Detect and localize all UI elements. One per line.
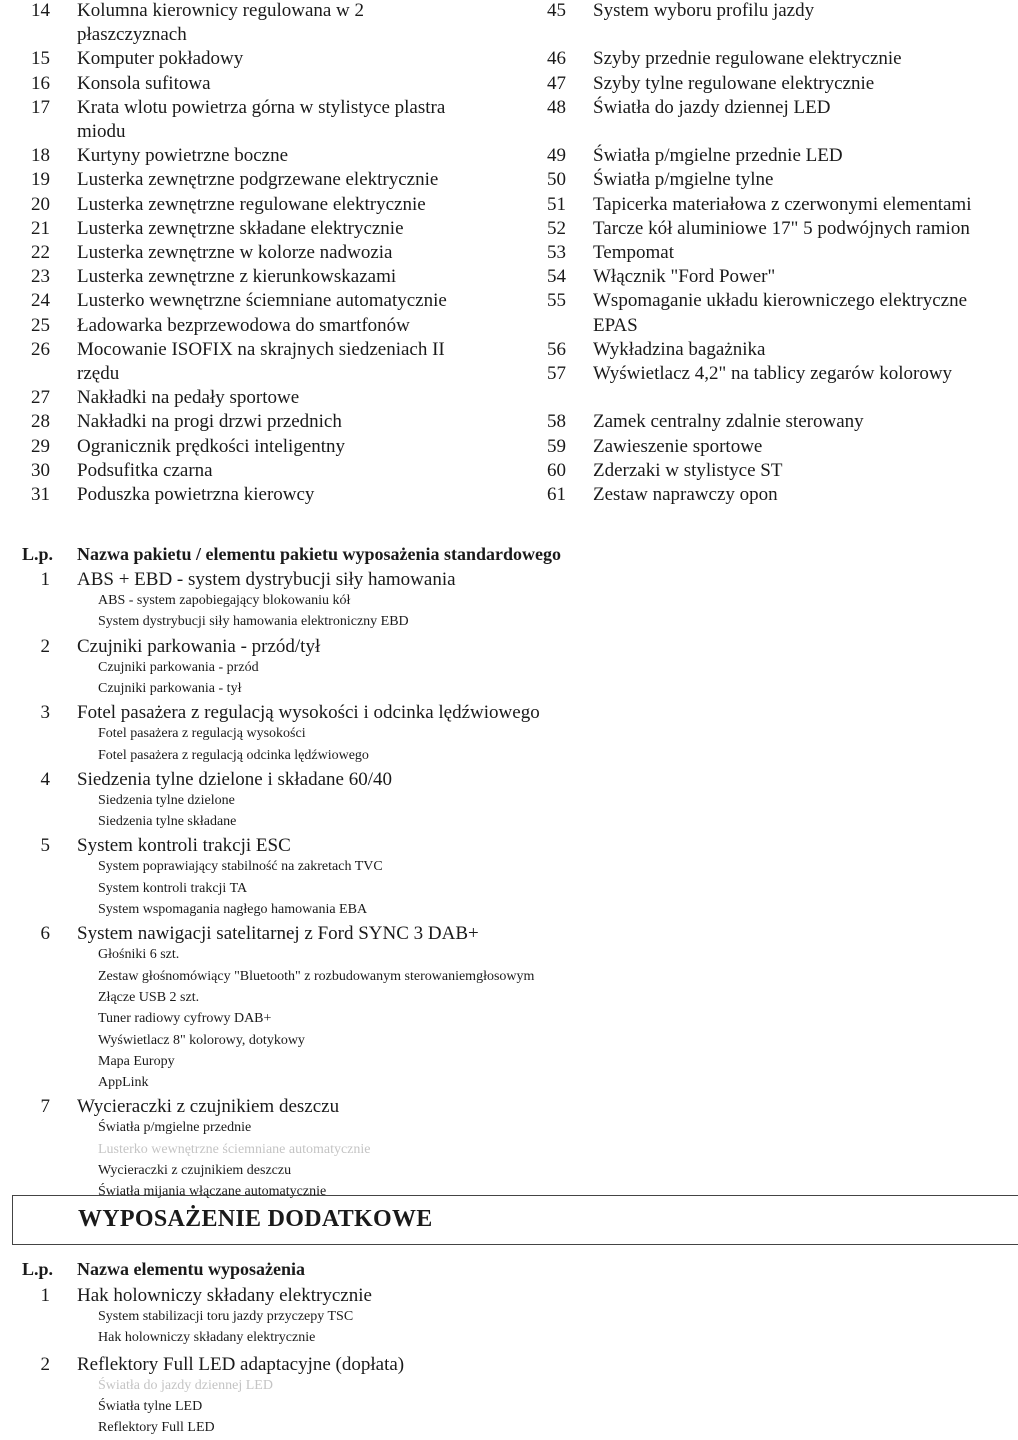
package-subitem: System dystrybucji siły hamowania elektroniczny EBD <box>98 614 409 630</box>
list-item-number: 45 <box>547 0 566 21</box>
list-item-number: 29 <box>31 435 50 457</box>
package-number: 5 <box>40 835 50 857</box>
package-subitem: Czujniki parkowania - przód <box>98 659 259 675</box>
package-subitem: Mapa Europy <box>98 1053 175 1069</box>
list-item-number: 31 <box>31 484 50 505</box>
list-item-text: Szyby przednie regulowane elektrycznie <box>593 48 902 70</box>
package-number: 6 <box>40 923 50 945</box>
list-item-text: Nakładki na progi drzwi przednich <box>77 411 342 433</box>
list-item-text: Kolumna kierownicy regulowana w 2 <box>77 0 365 21</box>
list-item-number: 60 <box>547 459 566 481</box>
package-number: 4 <box>40 768 50 790</box>
option-name: Reflektory Full LED adaptacyjne (dopłata) <box>77 1353 405 1375</box>
list-item-text: System wyboru profilu jazdy <box>593 0 815 21</box>
list-item-text: Nakładki na pedały sportowe <box>77 387 300 409</box>
list-item-number: 49 <box>547 145 566 167</box>
package-subitem: System kontroli trakcji TA <box>98 880 248 896</box>
package-subitem: Wycieraczki z czujnikiem deszczu <box>98 1163 292 1178</box>
list-item-number: 57 <box>547 363 566 384</box>
table-header-lp: L.p. <box>22 1259 54 1279</box>
package-number: 1 <box>40 569 50 590</box>
list-item-number: 56 <box>547 338 566 360</box>
list-item-text: Szyby tylne regulowane elektrycznie <box>593 72 875 94</box>
list-item-text: Poduszka powietrzna kierowcy <box>77 484 315 505</box>
list-item-text: Zestaw naprawczy opon <box>593 484 778 505</box>
list-item-number: 24 <box>31 290 50 312</box>
list-item-number: 28 <box>31 411 50 433</box>
list-item-number: 21 <box>31 217 50 239</box>
package-name: Wycieraczki z czujnikiem deszczu <box>77 1096 340 1118</box>
list-item-text: Włącznik "Ford Power" <box>593 266 776 288</box>
list-item-number: 51 <box>547 193 566 215</box>
list-item-number: 48 <box>547 96 566 118</box>
list-item-number: 18 <box>31 145 50 167</box>
package-subitem: Siedzenia tylne dzielone <box>98 792 235 808</box>
package-number: 7 <box>40 1096 50 1118</box>
list-item-number: 50 <box>547 169 566 191</box>
list-item-number: 15 <box>31 48 50 70</box>
list-item-text: Kurtyny powietrzne boczne <box>77 145 289 167</box>
list-item-text: Wykładzina bagażnika <box>593 338 766 360</box>
list-item-number: 16 <box>31 72 50 94</box>
list-item-text: Światła p/mgielne tylne <box>593 169 774 191</box>
package-subitem: AppLink <box>98 1075 149 1091</box>
package-subitem: Wyświetlacz 8" kolorowy, dotykowy <box>98 1032 305 1048</box>
table-header-name: Nazwa elementu wyposażenia <box>77 1259 305 1279</box>
list-item-number: 20 <box>31 193 50 215</box>
list-item-number: 23 <box>31 266 50 288</box>
list-item-text: rzędu <box>77 363 120 384</box>
option-number: 1 <box>40 1285 50 1306</box>
list-item-text: Ładowarka bezprzewodowa do smartfonów <box>77 314 410 336</box>
package-name: System nawigacji satelitarnej z Ford SYNC 3 DAB+ <box>77 923 479 945</box>
list-item-number: 52 <box>547 217 566 239</box>
list-item-text: Zamek centralny zdalnie sterowany <box>593 411 864 433</box>
list-item-text: Podsufitka czarna <box>77 459 213 481</box>
list-item-text: Lusterka zewnętrzne z kierunkowskazami <box>77 266 397 288</box>
list-item-text: Tarcze kół aluminiowe 17" 5 podwójnych ramion <box>593 217 970 239</box>
list-item-number: 47 <box>547 72 566 94</box>
package-subitem: Światła p/mgielne przednie <box>98 1120 252 1136</box>
list-item-text: Wyświetlacz 4,2" na tablicy zegarów kolorowy <box>593 363 953 384</box>
list-item-number: 19 <box>31 169 50 191</box>
list-item-text: płaszczyznach <box>77 24 187 46</box>
list-item-number: 25 <box>31 314 50 336</box>
list-item-number: 17 <box>31 96 50 118</box>
package-subitem: Tuner radiowy cyfrowy DAB+ <box>98 1011 272 1027</box>
list-item-number: 54 <box>547 266 566 288</box>
list-item-number: 26 <box>31 338 50 360</box>
list-item-number: 14 <box>31 0 50 21</box>
list-item-text: Lusterka zewnętrzne regulowane elektrycznie <box>77 193 426 215</box>
list-item-text: Światła do jazdy dziennej LED <box>593 96 831 118</box>
list-item-text: Zderzaki w stylistyce ST <box>593 459 783 481</box>
package-subitem: ABS - system zapobiegający blokowaniu kół <box>98 593 351 608</box>
package-subitem: Głośniki 6 szt. <box>98 947 180 963</box>
package-subitem: System poprawiający stabilność na zakretach TVC <box>98 859 383 875</box>
section-title: WYPOSAŻENIE DODATKOWE <box>78 1206 433 1232</box>
option-name: Hak holowniczy składany elektrycznie <box>77 1285 372 1306</box>
package-name: ABS + EBD - system dystrybucji siły hamowania <box>77 569 456 590</box>
list-item-text: Wspomaganie układu kierowniczego elektryczne <box>593 290 968 312</box>
list-item-text: Krata wlotu powietrza górna w stylistyce plastra <box>77 96 446 118</box>
package-subitem: System wspomagania nagłego hamowania EBA <box>98 902 368 917</box>
option-subitem: Hak holowniczy składany elektrycznie <box>98 1330 316 1346</box>
list-item-number: 53 <box>547 242 566 263</box>
list-item-text: Światła p/mgielne przednie LED <box>593 145 843 167</box>
list-item-text: Tapicerka materiałowa z czerwonymi elementami <box>593 193 972 215</box>
list-item-text: Komputer pokładowy <box>77 48 244 70</box>
option-subitem: Światła do jazdy dziennej LED <box>98 1377 273 1393</box>
package-subitem: Lusterko wewnętrzne ściemniane automatycznie <box>98 1141 371 1157</box>
list-item-text: Zawieszenie sportowe <box>593 435 763 457</box>
list-item-number: 59 <box>547 435 566 457</box>
table-header-lp: L.p. <box>22 544 54 564</box>
list-item-text: Lusterka zewnętrzne składane elektrycznie <box>77 217 404 239</box>
package-name: Siedzenia tylne dzielone i składane 60/40 <box>77 768 392 790</box>
package-name: Czujniki parkowania - przód/tył <box>77 635 321 657</box>
list-item-number: 30 <box>31 459 50 481</box>
list-item-number: 27 <box>31 387 50 409</box>
list-item-number: 46 <box>547 48 566 70</box>
package-name: System kontroli trakcji ESC <box>77 835 291 857</box>
list-item-text: Mocowanie ISOFIX na skrajnych siedzeniach II <box>77 338 445 360</box>
package-subitem: Czujniki parkowania - tył <box>98 680 242 696</box>
package-number: 3 <box>40 702 50 724</box>
table-header-name: Nazwa pakietu / elementu pakietu wyposażenia standardowego <box>77 544 562 564</box>
list-item-number: 55 <box>547 290 566 312</box>
package-subitem: Siedzenia tylne składane <box>98 814 237 830</box>
list-item-text: EPAS <box>593 314 638 336</box>
package-subitem: Zestaw głośnomówiący "Bluetooth" z rozbudowanym sterowaniemgłosowym <box>98 968 535 984</box>
list-item-number: 61 <box>547 484 566 505</box>
package-subitem: Złącze USB 2 szt. <box>98 989 200 1005</box>
package-number: 2 <box>40 635 50 657</box>
option-subitem: Światła tylne LED <box>98 1398 203 1414</box>
option-number: 2 <box>40 1353 50 1375</box>
list-item-number: 22 <box>31 242 50 263</box>
list-item-text: miodu <box>77 121 126 142</box>
package-subitem: Światła mijania włączane automatycznie <box>98 1184 327 1200</box>
list-item-text: Lusterko wewnętrzne ściemniane automatycznie <box>77 290 447 312</box>
package-name: Fotel pasażera z regulacją wysokości i odcinka lędźwiowego <box>77 702 540 724</box>
option-subitem: System stabilizacji toru jazdy przyczepy TSC <box>98 1309 354 1324</box>
package-subitem: Fotel pasażera z regulacją wysokości <box>98 726 306 742</box>
option-subitem: Reflektory Full LED <box>98 1420 215 1436</box>
list-item-text: Lusterka zewnętrzne w kolorze nadwozia <box>77 242 393 263</box>
list-item-text: Tempomat <box>593 242 674 263</box>
list-item-text: Lusterka zewnętrzne podgrzewane elektrycznie <box>77 169 439 191</box>
list-item-text: Ogranicznik prędkości inteligentny <box>77 435 346 457</box>
package-subitem: Fotel pasażera z regulacją odcinka lędźwiowego <box>98 747 369 763</box>
list-item-text: Konsola sufitowa <box>77 72 211 94</box>
list-item-number: 58 <box>547 411 566 433</box>
